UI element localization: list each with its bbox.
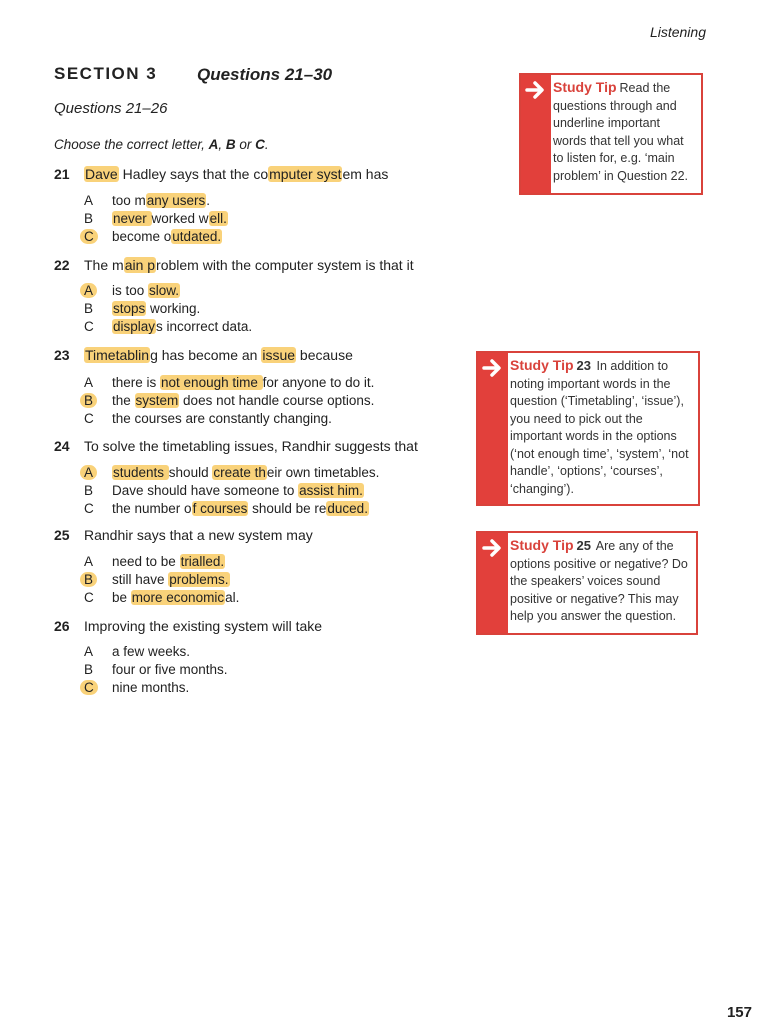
option-24-c	[84, 501, 369, 516]
option-21-a	[84, 193, 210, 208]
tip-title: Study Tip	[510, 537, 574, 553]
study-tip-1	[519, 73, 703, 195]
option-highlight: system	[135, 393, 179, 408]
option-text: too m	[112, 193, 146, 208]
option-letter-selected	[84, 465, 112, 480]
option-text: does not handle course options.	[179, 393, 375, 408]
question-number: 23	[54, 347, 70, 363]
option-23-c	[84, 411, 332, 426]
tip-number: 25	[576, 538, 591, 553]
option-highlight: ell.	[209, 211, 227, 226]
option-highlight: utdated.	[172, 229, 222, 244]
option-23-a	[84, 375, 374, 390]
option-highlight: trialled.	[180, 554, 225, 569]
option-highlight: slow.	[149, 283, 180, 298]
option-text: for anyone to do it.	[262, 375, 375, 390]
option-text: the	[112, 393, 135, 408]
tip-sidebar	[478, 533, 508, 633]
stem-text: The m	[84, 257, 124, 273]
option-letter: B	[84, 483, 94, 498]
option-text: the number o	[112, 501, 192, 516]
selected-letter-highlight: B	[80, 393, 97, 408]
instructions	[54, 137, 269, 152]
question-number: 24	[54, 438, 70, 454]
study-tip-23	[476, 351, 700, 506]
option-highlight: create th	[213, 465, 266, 480]
option-highlight: assist him.	[299, 483, 363, 498]
tip-body	[551, 75, 701, 193]
question-23	[54, 347, 353, 363]
instructions-letter-a: A	[208, 137, 219, 152]
option-25-b	[84, 572, 230, 587]
page-number: 157	[726, 1004, 752, 1021]
option-letter: B	[84, 662, 94, 677]
option-25-c	[84, 590, 239, 605]
stem-text: g has become an	[150, 347, 262, 363]
option-26-c	[84, 680, 189, 695]
option-23-b	[84, 393, 374, 408]
option-text: four or five months.	[112, 662, 228, 677]
option-highlight: problems.	[169, 572, 229, 587]
tip-sidebar	[478, 353, 508, 504]
tip-number: 23	[576, 358, 591, 373]
question-number: 25	[54, 527, 70, 543]
running-head: Listening	[649, 24, 706, 40]
question-21	[54, 166, 388, 182]
option-22-b	[84, 301, 200, 316]
stem-text: Improving the existing system will take	[84, 618, 323, 634]
stem-highlight: Dave	[85, 166, 118, 182]
option-26-a	[84, 644, 190, 659]
option-highlight: any users	[146, 193, 206, 208]
option-26-b	[84, 662, 228, 677]
option-letter: A	[84, 193, 94, 208]
option-letter-selected	[84, 229, 112, 244]
tip-title: Study Tip	[510, 357, 574, 373]
question-25	[54, 527, 313, 543]
stem-text: because	[296, 347, 353, 363]
arrow-right-icon	[482, 357, 504, 379]
question-number: 26	[54, 618, 70, 634]
section-title: SECTION 3	[54, 64, 158, 83]
stem-text: roblem with the computer system is that it	[156, 257, 414, 273]
tip-text: In addition to noting important words in the question (‘Timetabling’, ‘issue’), you need to pick out the important words in the options (‘not enough time’, ‘system’, ‘not handle’, ‘options’, ‘courses’, ‘changing’).	[510, 359, 689, 496]
option-text: the courses are constantly changing.	[112, 411, 332, 426]
selected-letter-highlight: A	[80, 465, 97, 480]
option-letter: C	[84, 590, 94, 605]
option-letter-selected	[84, 572, 112, 587]
option-text: Dave should have someone to	[112, 483, 299, 498]
instructions-sep: ,	[218, 137, 226, 152]
instructions-text: Choose the correct letter,	[54, 137, 209, 152]
selected-letter-highlight: C	[80, 680, 98, 695]
instructions-or: or	[235, 137, 256, 152]
option-text: al.	[225, 590, 240, 605]
question-number: 21	[54, 166, 70, 182]
questions-range: Questions 21–30	[197, 65, 333, 84]
option-text: worked w	[151, 211, 209, 226]
option-text: need to be	[112, 554, 180, 569]
question-26	[54, 618, 322, 634]
stem-highlight: ain p	[124, 257, 156, 273]
tip-text: Read the questions through and underline important words that tell you what to listen for, e.g. ‘main problem’ in Question 22.	[553, 81, 689, 183]
option-highlight: duced.	[327, 501, 368, 516]
selected-letter-highlight: A	[80, 283, 97, 298]
option-22-c	[84, 319, 252, 334]
option-letter-selected	[84, 283, 112, 298]
option-text: should be re	[248, 501, 327, 516]
option-letter: C	[84, 501, 94, 516]
option-letter-selected	[84, 680, 112, 695]
option-letter: C	[84, 411, 94, 426]
option-letter: A	[84, 375, 94, 390]
instructions-end: .	[264, 137, 269, 152]
option-highlight: never	[113, 211, 151, 226]
instructions-letter-c: C	[255, 137, 265, 152]
option-text: become o	[112, 229, 172, 244]
option-letter: A	[84, 644, 94, 659]
tip-body	[508, 533, 696, 633]
option-text: a few weeks.	[112, 644, 191, 659]
option-highlight: display	[113, 319, 156, 334]
selected-letter-highlight: C	[80, 229, 98, 244]
study-tip-25	[476, 531, 698, 635]
option-21-b	[84, 211, 228, 226]
option-text: there is	[112, 375, 161, 390]
selected-letter-highlight: B	[80, 572, 97, 587]
questions-subrange: Questions 21–26	[54, 100, 168, 117]
stem-text: To solve the timetabling issues, Randhir suggests that	[84, 438, 418, 454]
tip-title: Study Tip	[553, 79, 617, 95]
question-22	[54, 257, 414, 273]
option-21-c	[84, 229, 222, 244]
tip-sidebar	[521, 75, 551, 193]
option-letter: C	[84, 319, 94, 334]
arrow-right-icon	[525, 79, 547, 101]
stem-highlight: issue	[262, 347, 296, 363]
option-highlight: stops	[113, 301, 146, 316]
option-letter: B	[84, 301, 94, 316]
stem-text: em has	[342, 166, 389, 182]
option-text: still have	[112, 572, 169, 587]
tip-text: Are any of the options positive or negative? Do the speakers’ voices sound positive or negative? This may help you answer the question.	[510, 539, 688, 623]
stem-highlight: Timetablin	[85, 347, 150, 363]
stem-highlight: mputer syst	[269, 166, 342, 182]
option-22-a	[84, 283, 180, 298]
instructions-letter-b: B	[225, 137, 236, 152]
option-text: nine months.	[112, 680, 190, 695]
option-25-a	[84, 554, 225, 569]
stem-text: Randhir says that a new system may	[84, 527, 313, 543]
option-highlight: f courses	[192, 501, 248, 516]
option-text: eir own timetables.	[266, 465, 380, 480]
option-highlight: students	[113, 465, 168, 480]
option-highlight: not enough time	[161, 375, 262, 390]
tip-body	[508, 353, 698, 504]
stem-text: Hadley says that the co	[118, 166, 269, 182]
option-text: .	[206, 193, 211, 208]
question-number: 22	[54, 257, 70, 273]
arrow-right-icon	[482, 537, 504, 559]
question-24	[54, 438, 418, 454]
option-text: should	[168, 465, 213, 480]
option-text: working.	[146, 301, 201, 316]
option-text: be	[112, 590, 131, 605]
option-letter: A	[84, 554, 94, 569]
option-text: s incorrect data.	[156, 319, 253, 334]
option-letter-selected	[84, 393, 112, 408]
option-highlight: more economic	[131, 590, 225, 605]
option-text: is too	[112, 283, 149, 298]
option-24-b	[84, 483, 364, 498]
option-letter: B	[84, 211, 94, 226]
option-24-a	[84, 465, 379, 480]
